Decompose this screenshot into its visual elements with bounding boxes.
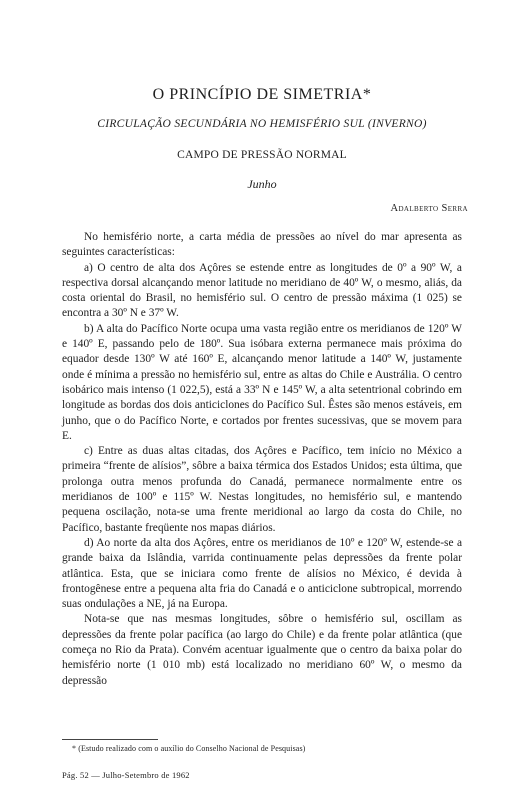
paragraph-note: Nota-se que nas mesmas longitudes, sôbre o hemisfério sul, oscillam as depressões da frente polar pacífica (ao largo do Chile) e da frente polar atlântica (que começa no Rio da Prata). Convém acentuar igualmente que o centro da baixa polar do hemisfério norte (1 010 mb) está localizado no meridiano 60º W, o mesmo da depressão — [62, 613, 462, 687]
paragraph-d: d) Ao norte da alta dos Açôres, entre os meridianos de 10º e 120º W, estende-se a grande baixa da Islândia, varrida continuamente pelas depressões da frente polar atlântica. Esta, que se iniciara como frente de alísios no México, é devida à frontogênese entre a pequena alta fria do Canadá e o anticiclone subtropical, morrendo suas ondulações a NE, já na Europa. — [62, 536, 462, 611]
paragraph-intro: No hemisfério norte, a carta média de pressões ao nível do mar apresenta as seguintes características: — [62, 231, 462, 259]
paragraph-a: a) O centro de alta dos Açôres se estende entre as longitudes de 0º a 90º W, a respectiva dorsal alcançando menor latitude no meridiano de 40º W, o mesmo, aliás, da costa oriental do Brasil, no hemisfério sul. O centro de pressão máxima (1 025) se encontra a 30º N e 37º W. — [62, 261, 462, 320]
footnote-divider — [62, 739, 158, 740]
section-heading: CAMPO DE PRESSÃO NORMAL — [177, 149, 347, 161]
month-heading: Junho — [247, 177, 277, 191]
article-subtitle: CIRCULAÇÃO SECUNDÁRIA NO HEMISFÉRIO SUL (INVERNO) — [97, 118, 427, 130]
author-name: Adalberto Serra — [390, 203, 468, 214]
article-body — [62, 230, 462, 689]
paragraph-c: c) Entre as duas altas citadas, dos Açôres e Pacífico, tem início no México a primeira “frente de alísios”, sôbre a baixa térmica dos Estados Unidos; esta última, que prolonga outra menos profunda do Canadá, permanece normalmente entre os meridianos de 100º e 115º W. Nestas longitudes, no hemisfério sul, e mantendo pequena oscilação, nota-se uma frente meridional ao largo da costa do Chile, no Pacífico, bastante freqüente nos mapas diários. — [62, 445, 462, 534]
footnote: * (Estudo realizado com o auxílio do Conselho Nacional de Pesquisas) — [72, 744, 306, 753]
page-footer: Pág. 52 — Julho-Setembro de 1962 — [62, 770, 190, 780]
paragraph-b: b) A alta do Pacífico Norte ocupa uma vasta região entre os meridianos de 120º W e 140º E, passando pelo de 180º. Sua isóbara externa permanece mais próxima do equador desde 130º W até 160º E, alcançando menor latitude a 140º W, justamente onde é mínima a pressão no hemisfério sul, entre as altas do Chile e Austrália. O centro isobárico mais intenso (1 022,5), está a 33º N e 145º W, a alta setentrional cobrindo em longitude as bordas dos dois anticiclones do Pacífico Sul. Êstes são menos estáveis, em junho, que o do Pacífico Norte, e cortados por frentes sucessivas, que se movem para E. — [62, 322, 462, 442]
article-title: O PRINCÍPIO DE SIMETRIA* — [152, 86, 372, 103]
